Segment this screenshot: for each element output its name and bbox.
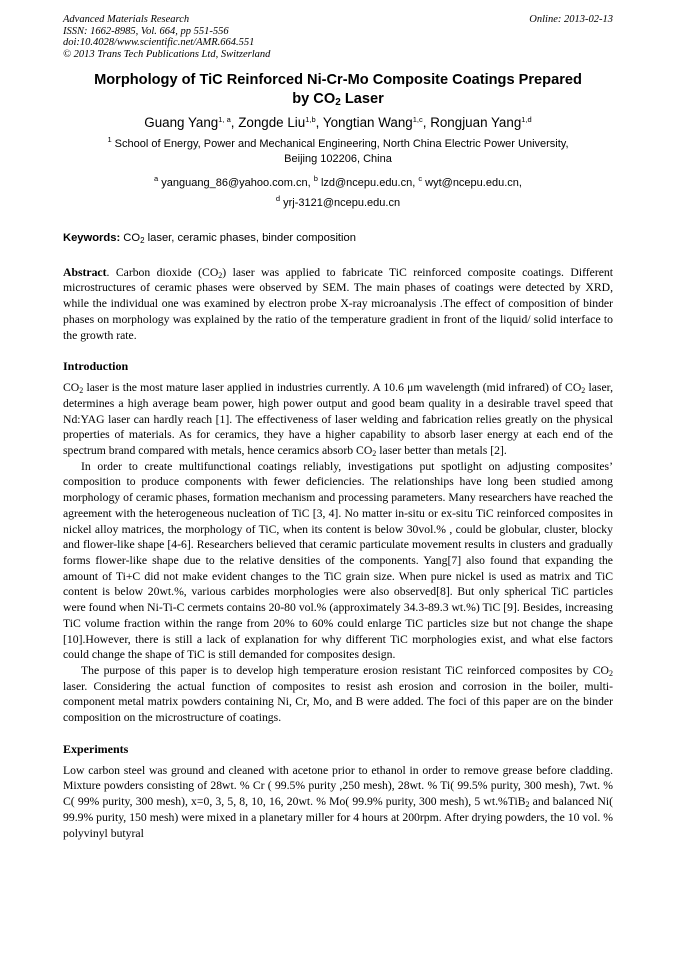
author-name: Guang Yang (144, 115, 219, 131)
subscript: 2 (609, 668, 613, 678)
author (323, 115, 430, 130)
intro-paragraph-1 (63, 380, 613, 459)
experiments-paragraph-1 (63, 763, 613, 842)
title-line-1: Morphology of TiC Reinforced Ni-Cr-Mo Composite Coatings Prepared (94, 72, 582, 89)
body-text: laser. Considering the actual function of composites to resist ash erosion and corrosion in the boiler, multi-component metal matrix powders containing Ni, Cr, Mo, and B were added. The foci of this paper are on the binder composition on the microstructure of coatings. (63, 679, 613, 725)
title-subscript: 2 (335, 97, 341, 109)
author-name: Zongde Liu (238, 115, 306, 131)
affil-line-1: School of Energy, Power and Mechanical Engineering, North China Electric Power University, (111, 138, 569, 151)
author-list (63, 114, 613, 132)
paper-page (63, 14, 613, 841)
author-separator: , (315, 115, 323, 131)
subscript: 2 (581, 386, 586, 396)
email-mark: c (418, 173, 423, 183)
email-mark: b (313, 173, 318, 183)
body-text: and balanced Ni( 99.9% purity, 150 mesh) were mixed in a planetary miller for 4 hours at 200rpm. After drying powders, the 10 vol. % polyvinyl butyral (63, 795, 614, 840)
doi-line: doi:10.4028/www.scientific.net/AMR.664.551 (63, 37, 255, 49)
author (238, 115, 323, 130)
body-text: laser, determines a high average beam power, high power output and good beam quality in a desirable travel speed that Nd:YAG laser can hardly reach [1]. The effectiveness of laser welding and fabrication relies greatly on the physical properties of materials. As for ceramics, they have a higher capability to absorb laser energy at each end of the spectrum brand compared with metals, hence ceramics absorb CO (63, 381, 613, 458)
author-affil-mark: 1,d (521, 115, 532, 125)
author (430, 115, 532, 130)
journal-name: Advanced Materials Research (63, 14, 190, 25)
title-line-2 (63, 90, 613, 109)
abstract-text: ) laser was applied to fabricate TiC reinforced composite coatings. Different microstructures of ceramic phases were observed by SEM. The main phases of coatings were detected by XRD, while the individual one was examined by electron probe X-ray microanalysis .The effect of composition of binder phases on morphology was explained by the ratio of the temperature gradient in front of the liquid/ solid interface to the growth rate. (63, 265, 613, 342)
email-mark: d (275, 194, 281, 204)
abstract-text: . Carbon dioxide (CO (106, 265, 219, 279)
email-mark: a (154, 173, 159, 183)
affil-line-2: Beijing 102206, China (284, 152, 392, 165)
keywords-label: Keywords: (63, 231, 121, 244)
email-link[interactable]: yrj-3121@ncepu.edu.cn (280, 197, 401, 210)
email-link[interactable]: lzd@ncepu.edu.cn, (317, 176, 419, 189)
keywords-text: CO (120, 231, 141, 244)
intro-paragraph-2 (63, 459, 613, 663)
author-emails (63, 173, 613, 211)
abstract (63, 265, 613, 344)
body-text: In order to create multifunctional coatings reliably, investigations put spotlight on adjusting composites’ composition to produce components with fewer deficiencies. The relationships have long been studied among morphology of ceramic phases, formation mechanism and processing parameters. Many researchers have reached the agreement with the heterogeneous nucleation of TiC [3, 4]. No matter in-situ or ex-situ TiC reinforced composites in nickel alloy matrices, the morphology of TiC, when its content is below 30vol.% , could be globular, cluster, blocky and flower-like shape [4-6]. Researchers believed that ceramic particulate movement results in clusters and gradually forms flower-like shape due to the relative densities of the components. Yang[7] also found that expanding the amount of Ti+C did not make evident changes to the TiC grain size. When pure nickel is used as matrix and TiC content is below 20wt.%, various carbides morphologies were also observed[8]. But only spherical TiC particles were found when Ni-Ti-C cermets contains 20-80 vol.% (approximately 34.3-89.3 wt.%) TiC [9]. Besides, increasing TiC volume fraction within the range from 20% to 60% could enlarge TiC particles size but not change the shape [10].However, there is still a lack of explanation for why different TiC morphologies exist, and what else factors could change the shape of TiC is still demanded for composites design. (63, 459, 613, 662)
email-link[interactable]: yanguang_86@yahoo.com.cn, (158, 176, 314, 189)
title-text: by CO (292, 91, 336, 108)
keywords-text: laser, ceramic phases, binder composition (144, 231, 356, 244)
author-name: Yongtian Wang (322, 115, 413, 131)
section-heading-introduction: Introduction (63, 359, 129, 374)
author-affil-mark: 1,b (305, 115, 316, 125)
author-separator: , (230, 115, 239, 131)
keywords (63, 231, 613, 245)
author-affil-mark: 1,c (412, 115, 423, 125)
subscript: 2 (79, 386, 84, 396)
body-text: CO (63, 381, 80, 395)
keywords-subscript: 2 (140, 235, 145, 245)
author (144, 115, 238, 130)
author-separator: , (422, 115, 431, 131)
body-text: The purpose of this paper is to develop high temperature erosion resistant TiC reinforced composites by CO (81, 663, 609, 677)
body-text: laser better than metals [2]. (376, 444, 507, 458)
subscript: 2 (372, 449, 377, 459)
subscript: 2 (218, 270, 223, 280)
author-name: Rongjuan Yang (430, 115, 522, 131)
online-date: Online: 2013-02-13 (529, 14, 613, 25)
section-heading-experiments: Experiments (63, 741, 129, 756)
author-affil-mark: 1, a (218, 115, 231, 125)
abstract-label: Abstract (63, 265, 107, 279)
issn-line: ISSN: 1662-8985, Vol. 664, pp 551-556 (63, 25, 229, 37)
body-text: laser is the most mature laser applied in industries currently. A 10.6 μm wavelength (mid infrared) of CO (83, 381, 582, 395)
email-link[interactable]: wyt@ncepu.edu.cn, (422, 176, 522, 189)
body-text: Low carbon steel was ground and cleaned with acetone prior to ethanol in order to remove grease before cladding. Mixture powders consisting of 28wt. % Cr ( 99.5% purity ,250 mesh), 28wt. % Ti( 99.5% purity, 300 mesh), 7wt. % C( 99% purity, 300 mesh), x=0, 3, 5, 8, 10, 16, 20wt. % Mo( 99.9% purity, 300 mesh), 5 wt.%TiB (63, 763, 613, 809)
copyright-line: © 2013 Trans Tech Publications Ltd, Switzerland (63, 48, 271, 60)
paper-title (63, 71, 613, 109)
affiliation (63, 137, 613, 166)
intro-paragraph-3 (63, 663, 613, 726)
title-text: Laser (340, 91, 384, 108)
publication-header (63, 14, 613, 60)
subscript: 2 (525, 800, 530, 810)
affil-mark: 1 (107, 135, 112, 145)
